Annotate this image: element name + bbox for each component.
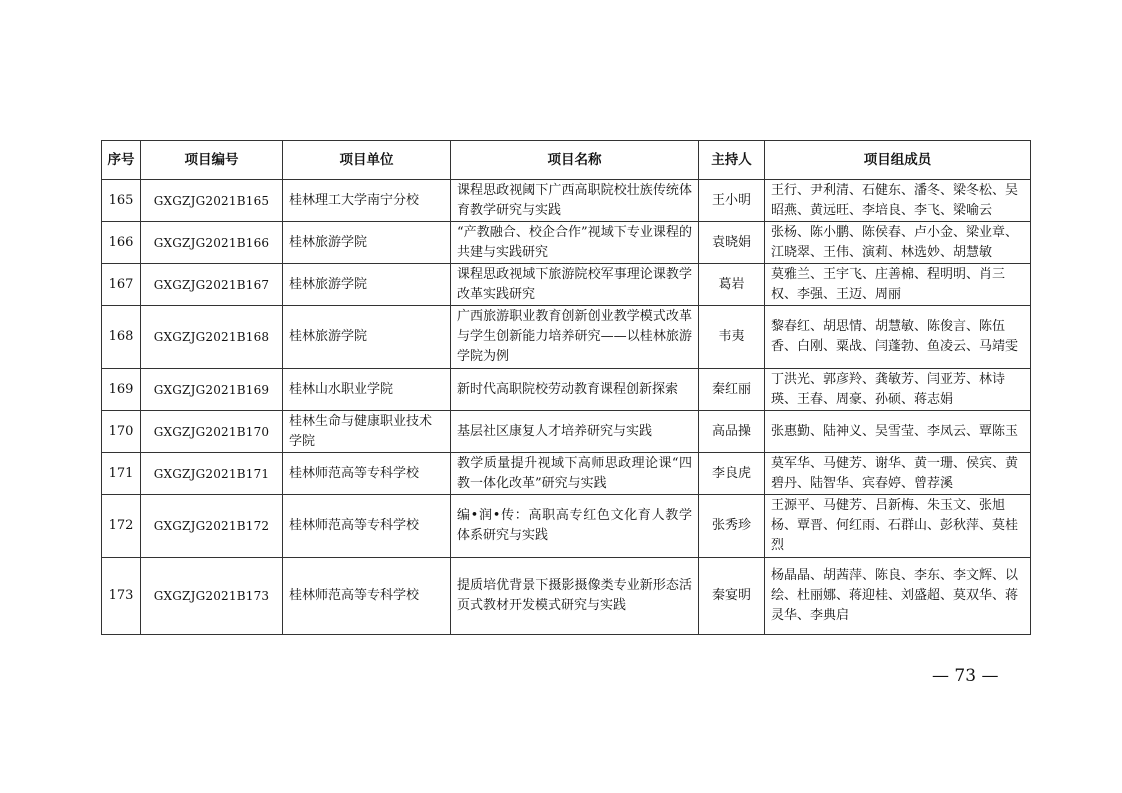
cell-host: 李良虎 — [699, 453, 765, 495]
cell-unit: 桂林旅游学院 — [283, 222, 451, 264]
cell-code: GXGZJG2021B169 — [141, 369, 283, 411]
cell-members: 莫军华、马健芳、谢华、黄一珊、侯宾、黄碧丹、陆智华、宾春婷、曾荐溪 — [765, 453, 1031, 495]
cell-unit: 桂林旅游学院 — [283, 306, 451, 369]
cell-code: GXGZJG2021B173 — [141, 558, 283, 635]
cell-seq: 168 — [102, 306, 141, 369]
cell-unit: 桂林师范高等专科学校 — [283, 453, 451, 495]
table-row — [102, 558, 1031, 635]
cell-unit: 桂林旅游学院 — [283, 264, 451, 306]
cell-members: 王行、尹利清、石健东、潘冬、梁冬松、吴昭燕、黄远旺、李培良、李飞、梁喻云 — [765, 180, 1031, 222]
cell-unit: 桂林师范高等专科学校 — [283, 495, 451, 558]
cell-unit: 桂林师范高等专科学校 — [283, 558, 451, 635]
cell-unit: 桂林山水职业学院 — [283, 369, 451, 411]
cell-name: 教学质量提升视域下高师思政理论课“四教一体化改革”研究与实践 — [451, 453, 699, 495]
cell-code: GXGZJG2021B166 — [141, 222, 283, 264]
header-code: 项目编号 — [141, 141, 283, 180]
table-row — [102, 222, 1031, 264]
table-row — [102, 411, 1031, 453]
cell-seq: 170 — [102, 411, 141, 453]
cell-name: 课程思政视域下旅游院校军事理论课教学改革实践研究 — [451, 264, 699, 306]
cell-seq: 171 — [102, 453, 141, 495]
cell-host: 王小明 — [699, 180, 765, 222]
cell-name: 广西旅游职业教育创新创业教学模式改革与学生创新能力培养研究——以桂林旅游学院为例 — [451, 306, 699, 369]
cell-host: 秦宴明 — [699, 558, 765, 635]
cell-host: 袁晓娟 — [699, 222, 765, 264]
cell-unit: 桂林生命与健康职业技术学院 — [283, 411, 451, 453]
cell-members: 黎春红、胡思情、胡慧敏、陈俊言、陈伍香、白刚、粟战、闫蓬勃、鱼凌云、马靖雯 — [765, 306, 1031, 369]
cell-name: 新时代高职院校劳动教育课程创新探索 — [451, 369, 699, 411]
cell-code: GXGZJG2021B170 — [141, 411, 283, 453]
cell-members: 莫雅兰、王宇飞、庄善棉、程明明、肖三权、李强、王迈、周丽 — [765, 264, 1031, 306]
cell-code: GXGZJG2021B171 — [141, 453, 283, 495]
cell-code: GXGZJG2021B168 — [141, 306, 283, 369]
table-row — [102, 264, 1031, 306]
table-row — [102, 495, 1031, 558]
cell-unit: 桂林理工大学南宁分校 — [283, 180, 451, 222]
cell-code: GXGZJG2021B165 — [141, 180, 283, 222]
cell-seq: 173 — [102, 558, 141, 635]
cell-seq: 165 — [102, 180, 141, 222]
cell-host: 高品操 — [699, 411, 765, 453]
header-members: 项目组成员 — [765, 141, 1031, 180]
table-header-row — [102, 141, 1031, 180]
header-unit: 项目单位 — [283, 141, 451, 180]
cell-members: 丁洪光、郭彦羚、龚敏芳、闫亚芳、林诗瑛、王春、周豪、孙硕、蒋志娟 — [765, 369, 1031, 411]
cell-seq: 166 — [102, 222, 141, 264]
cell-name: 课程思政视阈下广西高职院校壮族传统体育教学研究与实践 — [451, 180, 699, 222]
cell-members: 杨晶晶、胡茜萍、陈良、李东、李文辉、以绘、杜丽娜、蒋迎桂、刘盛超、莫双华、蒋灵华、李典启 — [765, 558, 1031, 635]
page-number: — 73 — — [932, 666, 999, 686]
cell-seq: 172 — [102, 495, 141, 558]
cell-seq: 167 — [102, 264, 141, 306]
table-row — [102, 453, 1031, 495]
header-host: 主持人 — [699, 141, 765, 180]
cell-host: 秦红丽 — [699, 369, 765, 411]
cell-seq: 169 — [102, 369, 141, 411]
cell-name: 编•润•传：高职高专红色文化育人教学体系研究与实践 — [451, 495, 699, 558]
header-name: 项目名称 — [451, 141, 699, 180]
cell-members: 张惠勤、陆神义、吴雪莹、李凤云、覃陈玉 — [765, 411, 1031, 453]
cell-members: 王源平、马健芳、吕新梅、朱玉文、张旭杨、覃晋、何红雨、石群山、彭秋萍、莫桂烈 — [765, 495, 1031, 558]
header-seq: 序号 — [102, 141, 141, 180]
cell-host: 韦夷 — [699, 306, 765, 369]
table-row — [102, 180, 1031, 222]
cell-name: “产教融合、校企合作”视域下专业课程的共建与实践研究 — [451, 222, 699, 264]
cell-host: 葛岩 — [699, 264, 765, 306]
table-row — [102, 306, 1031, 369]
cell-name: 提质培优背景下摄影摄像类专业新形态活页式教材开发模式研究与实践 — [451, 558, 699, 635]
cell-code: GXGZJG2021B167 — [141, 264, 283, 306]
cell-members: 张杨、陈小鹏、陈侯春、卢小金、梁业章、江晓翠、王伟、演莉、林选妙、胡慧敏 — [765, 222, 1031, 264]
cell-host: 张秀珍 — [699, 495, 765, 558]
table-row — [102, 369, 1031, 411]
cell-name: 基层社区康复人才培养研究与实践 — [451, 411, 699, 453]
projects-table — [101, 140, 1031, 635]
cell-code: GXGZJG2021B172 — [141, 495, 283, 558]
